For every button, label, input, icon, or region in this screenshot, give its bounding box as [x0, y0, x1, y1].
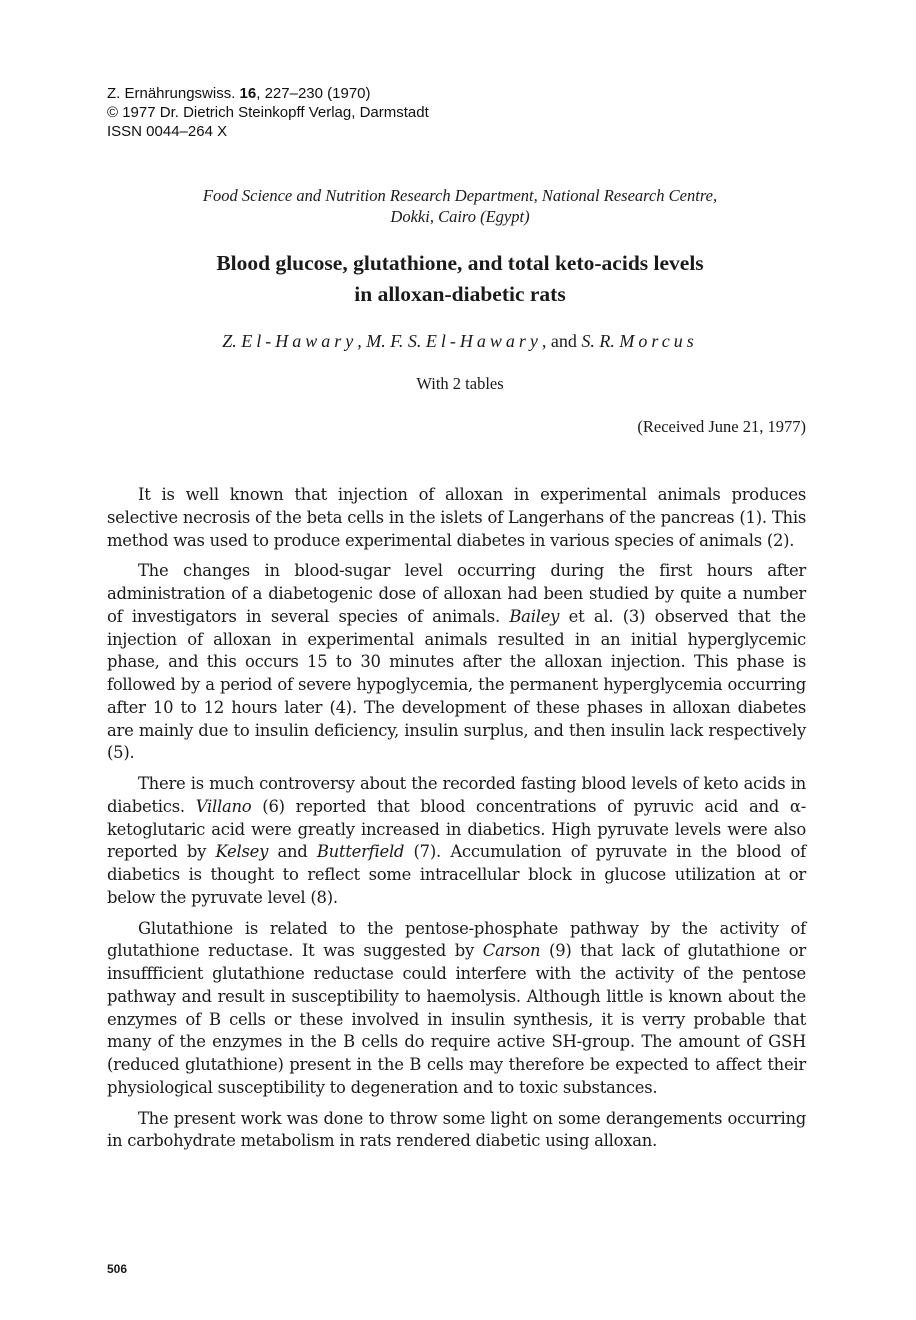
cited-author-bailey: Bailey [509, 606, 560, 626]
page-number: 506 [107, 1262, 128, 1276]
journal-citation [107, 84, 429, 141]
paragraph-2: The changes in blood-sugar level occurring during the first hours after administration of a diabetogenic dose of alloxan had been studied by quite a number of investigators in several species of animals. Bailey et al. (3) observed that the injection of alloxan in experimental animals resulted in an initial hyperglycemic phase, and this occurs 15 to 30 minutes after the alloxan injection. This phase is followed by a period of severe hypoglycemia, the permanent hyperglycemia occurring after 10 to 12 hours later (4). The development of these phases in alloxan diabetes are mainly due to insulin deficiency, insulin surplus, and then insulin lack respectively (5). [107, 561, 806, 763]
paragraph-3: There is much controversy about the recorded fasting blood levels of keto acids in diabetics. Villano (6) reported that blood concentrations of pyruvic acid and α-ketoglutaric acid were greatly increased in diabetics. High pyruvate levels were also reported by Kelsey and Butterfield (7). Accumulation of pyruvate in the blood of diabetics is thought to reflect some intracellular block in glucose utilization at or below the pyruvate level (8). [107, 774, 806, 907]
author-list: Z. El-Hawary, M. F. S. El-Hawary, and S. R. Morcus [222, 331, 698, 351]
paper-title [100, 248, 820, 310]
copyright-line: © 1977 Dr. Dietrich Steinkopff Verlag, Darmstadt [107, 104, 429, 121]
tables-note: With 2 tables [416, 374, 504, 393]
affiliation-line-2: Dokki, Cairo (Egypt) [390, 207, 530, 226]
author-1-surname: El-Hawary [241, 331, 358, 351]
cited-author-butterfield: Butterfield [316, 842, 405, 862]
paragraph-5: The present work was done to throw some light on some derangements occurring in carbohydrate metabolism in rats rendered diabetic using alloxan. [107, 1108, 806, 1151]
author-3-initials: S. R. [581, 331, 620, 351]
cited-author-carson: Carson [482, 941, 541, 961]
journal-volume: 16 [239, 85, 257, 102]
author-1-initials: Z. [222, 331, 242, 351]
affiliation [100, 185, 820, 227]
issn-line: ISSN 0044–264 X [107, 123, 228, 140]
cited-author-kelsey: Kelsey [215, 842, 269, 862]
title-line-1: Blood glucose, glutathione, and total keto-acids levels [216, 251, 704, 275]
article-body [107, 484, 806, 1153]
affiliation-line-1: Food Science and Nutrition Research Department, National Research Centre, [202, 186, 718, 205]
author-2-surname: El-Hawary [425, 331, 542, 351]
received-date: (Received June 21, 1977) [637, 417, 806, 436]
cited-author-villano: Villano [195, 796, 252, 816]
author-3-surname: Morcus [619, 331, 698, 351]
title-line-2: in alloxan-diabetic rats [354, 282, 566, 306]
paragraph-4: Glutathione is related to the pentose-phosphate pathway by the activity of glutathione reductase. It was suggested by Carson (9) that lack of glutathione or insuffficient glutathione reductase could interfere with the activity of the pentose pathway and result in susceptibility to haemolysis. Although little is known about the enzymes of B cells or these involved in insulin synthesis, it is verry probable that many of the enzymes in the B cells do require active SH-group. The amount of GSH (reduced glutathione) present in the B cells may therefore be expected to affect their physiological susceptibility to degeneration and to toxic substances. [107, 918, 806, 1097]
author-2-initials: M. F. S. [366, 331, 426, 351]
journal-reference: Z. Ernährungswiss. 16, 227–230 (1970) [107, 85, 371, 102]
paragraph-1: It is well known that injection of alloxan in experimental animals produces selective necrosis of the beta cells in the islets of Langerhans of the pancreas (1). This method was used to produce experimental diabetes in various species of animals (2). [107, 485, 806, 550]
